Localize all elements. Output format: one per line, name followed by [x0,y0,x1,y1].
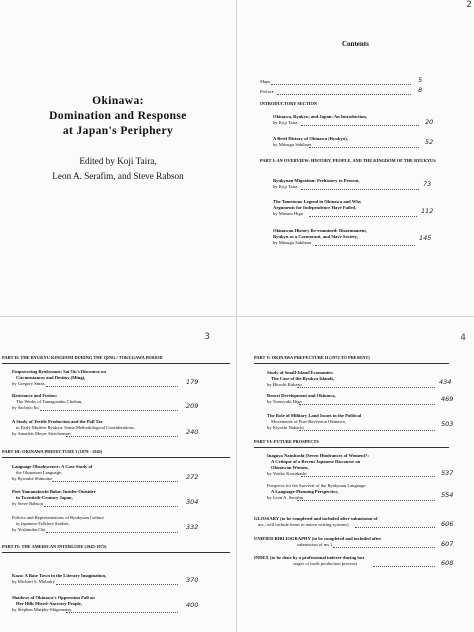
toc-entry-page: 240 [186,428,199,436]
section-rule [254,363,449,364]
book-title-line3: at Japan's Periphery [62,125,174,137]
dot-leader [299,404,435,405]
toc-entry-page: 145 [419,234,432,242]
part2-heading: PART II: THE RYUKYU KINGDOM DURING THE QING / TOKUGAWA PERIOD [2,355,163,360]
toc-entry-author: by Annaleis Meyer Strachenson [12,431,71,436]
dot-leader [271,84,411,85]
dot-leader [301,476,435,477]
dot-leader [40,410,178,411]
dot-leader [277,94,411,95]
toc-entry-page: 537 [441,469,454,477]
index-entry: INDEX (to be done by a professional indexer during last [254,555,365,560]
toc-entry-page: 554 [441,491,454,499]
toc-entry-author: by Yoshinobu Ota [12,527,46,532]
glossary-entry: GLOSSARY (to be completed and included after submission of [254,516,378,521]
section-rule [2,457,230,458]
dot-leader [333,547,435,548]
editors-line2: Leon A. Serafim, and Steve Rabson [52,171,184,181]
index-page: 608 [441,559,454,567]
dot-leader [52,481,178,482]
toc-entry-title: Her Hills Mixed-Ancestry People, [16,601,82,606]
toc-entry-page: 370 [186,576,199,584]
toc-entry-page: 52 [425,138,434,146]
part4-heading: PART IV: THE AMERICAN INTERLUDE (1945-1972) [2,544,107,549]
toc-entry-title: Resistance and Fusion: [12,393,58,398]
toc-entry-page: 179 [186,378,199,386]
toc-entry-title: The Works of Tamagusuku Chokun, [16,399,83,404]
editors-line1: Edited by Koji Taira, [79,156,157,166]
toc-entry-title: Language Obsolescence: A Case Study of [12,464,93,469]
toc-preface-page: 8 [418,86,423,94]
glossary-note: ms.; will include items in native writing systems) [258,522,349,527]
glossary-page: 606 [441,520,454,528]
part5-heading: PART V: OKINAWA PREFECTURE II (1972 TO PRESENT) [254,355,370,360]
contents-page [237,0,474,316]
toc-entry-title: A Language-Planning Perspective, [271,489,339,494]
toc-entry-title: Politics and Representations of Ryukyuan Culture [12,515,104,520]
toc-entry-author: by Ryosuke Shimoine [12,476,53,481]
toc-entry-title: Inagaya Nanshoshi [Seven Hindrances of Women]?: [267,453,369,458]
toc-entry-author: by Yuriko Kawahashi [267,471,307,476]
dot-leader [297,500,435,501]
toc-preface-label: Preface [260,89,274,94]
toc-entry-author: by Hiroshi Kakazu [267,382,302,387]
toc-entry-title: Circumstances and Destiny (Ming), [16,375,86,380]
part6-heading: PART VI: FUTURE PROSPECTS [254,439,319,444]
dot-leader [373,566,435,567]
toc-entry-page: 272 [186,473,199,481]
book-title-line1: Okinawa: [92,95,144,107]
page-number: 4 [460,333,466,343]
dot-leader [309,216,417,217]
toc-entry-page: 434 [439,378,452,386]
toc-entry-author: by Steve Rabson [12,501,43,506]
book-title-line2: Domination and Response [49,110,187,122]
toc-entry-title: A Study of Textile Production and the Poll Tax [12,419,103,424]
toc-entry-title: Resort Development and Okinawa, [267,393,336,398]
intro-section-heading: INTRODUCTORY SECTION [260,101,318,106]
toc-entry-title: Koza: A Base Town in the Literary Imagination, [12,573,107,578]
dot-leader [56,584,178,585]
toc-entry-title: Arguments for Independence Have Failed, [273,205,357,210]
toc-entry-author: by Sachiyo Ito [12,405,39,410]
toc-entry-author: by Koji Taira [273,120,298,125]
toc-entry-title: Shadows of Okinawa's Oppression Fall on [12,595,95,600]
part3-heading: PART III: OKINAWA PREFECTURE I (1879 - 1945) [2,449,103,454]
toc-entry-title: Okinawa, Ryukyu, and Japan: An Introduction, [273,114,367,119]
bibliography-note: submission of ms.) [297,542,332,547]
toc-entry-author: by Koji Taira [273,184,298,189]
toc-entry-title: in Early Modern Ryukyu: Some Methodological Considerations, [16,425,135,430]
dot-leader [309,147,419,148]
bibliography-entry: UNIFIED BIBLIOGRAPHY (to be completed and included after [254,536,382,541]
toc-entry-title: Ryukyu as a Cormorant, and Slave Society, [273,234,358,239]
toc-entry-page: 73 [423,180,432,188]
toc-entry-title: Prospects for the Survival of the Ryukyuan Language: [267,483,367,488]
toc-entry-title: Study of Small-Island Economies: [267,370,334,375]
toc-entry-page: 304 [186,498,199,506]
section-rule [2,363,230,364]
section-rule [254,447,449,448]
toc-entry-title: in Twentieth-Century Japan, [16,495,73,500]
dot-leader [301,125,419,126]
toc-maps-page: 5 [418,76,423,84]
toc-entry-title: Okinawan Women, [271,465,309,470]
contents-page-4 [237,317,474,632]
toc-entry-title: Movements of Post-Reversion Okinawa, [271,419,346,424]
toc-entry-title: in Japanese Folklore Studies, [16,521,70,526]
toc-entry-author: by Leon A. Serafim [267,495,304,500]
page-number: 3 [204,332,210,342]
dot-leader [66,612,178,613]
toc-entry-title: The Tametomo Legend in Okinawa and Why [273,199,362,204]
dot-leader [44,506,178,507]
dot-leader [297,387,435,388]
toc-entry-page: 20 [425,118,434,126]
toc-entry-author: by Stephen Murphy-Shigematsu [12,607,72,612]
contents-page-3 [0,317,236,632]
toc-entry-title: The Role of Military Land Issues in the Political [267,413,362,418]
bibliography-page: 607 [441,540,454,548]
page-number: 2 [466,0,472,10]
toc-entry-author: by Mitsugu Sakihara [273,142,312,147]
dot-leader [299,430,435,431]
toc-entry-author: by Gregory Smits [12,381,45,386]
dot-leader [315,245,415,246]
section-rule [2,552,230,553]
toc-entry-page: 400 [186,601,199,609]
dot-leader [301,189,419,190]
toc-entry-title: A Brief History of Okinawa (Ryukyu), [273,136,348,141]
toc-entry-page: 503 [441,420,454,428]
toc-entry-page: 209 [186,402,199,410]
toc-entry-page: 469 [441,395,454,403]
toc-entry-author: by Mitsugu Sakihara [273,240,312,245]
index-note: stages of book production process) [293,561,358,566]
toc-entry-author: by Kiyoshi Nakachi [267,425,304,430]
dot-leader [46,532,178,533]
toc-entry-author: by Masuru Higa [273,211,303,216]
dot-leader [66,436,178,437]
toc-entry-title: Okinawan History Re-examined: Disarmament, [273,228,367,233]
toc-maps-label: Maps [260,79,271,84]
toc-entry-title: Empowering Ryukyuans: Sai On's Discourse on [12,369,106,374]
toc-entry-title: the Okinawan Language, [16,470,63,475]
toc-entry-author: by Tomoyuki Higa [267,399,302,404]
toc-entry-title: Poet Yamanokuchi Baku: Insider-Outsider [12,489,96,494]
toc-entry-title: A Critique of a Recent Japanese Discourse on [271,459,361,464]
dot-leader [46,386,178,387]
toc-entry-title: Ryukyuan Migration: Prehistory to Present, [273,178,360,183]
toc-entry-page: 332 [186,523,199,531]
toc-entry-title: The Case of the Ryukyu Islands, [271,376,335,381]
contents-heading: Contents [342,40,369,48]
toc-entry-author: by Michael S. Molasky [12,579,55,584]
dot-leader [355,527,435,528]
toc-entry-page: 112 [421,207,434,215]
title-page [0,0,236,316]
part1-heading: PART I: AN OVERVIEW: HISTORY, PEOPLE, AND THE KINGDOM OF THE RYUKYUS [260,158,436,163]
